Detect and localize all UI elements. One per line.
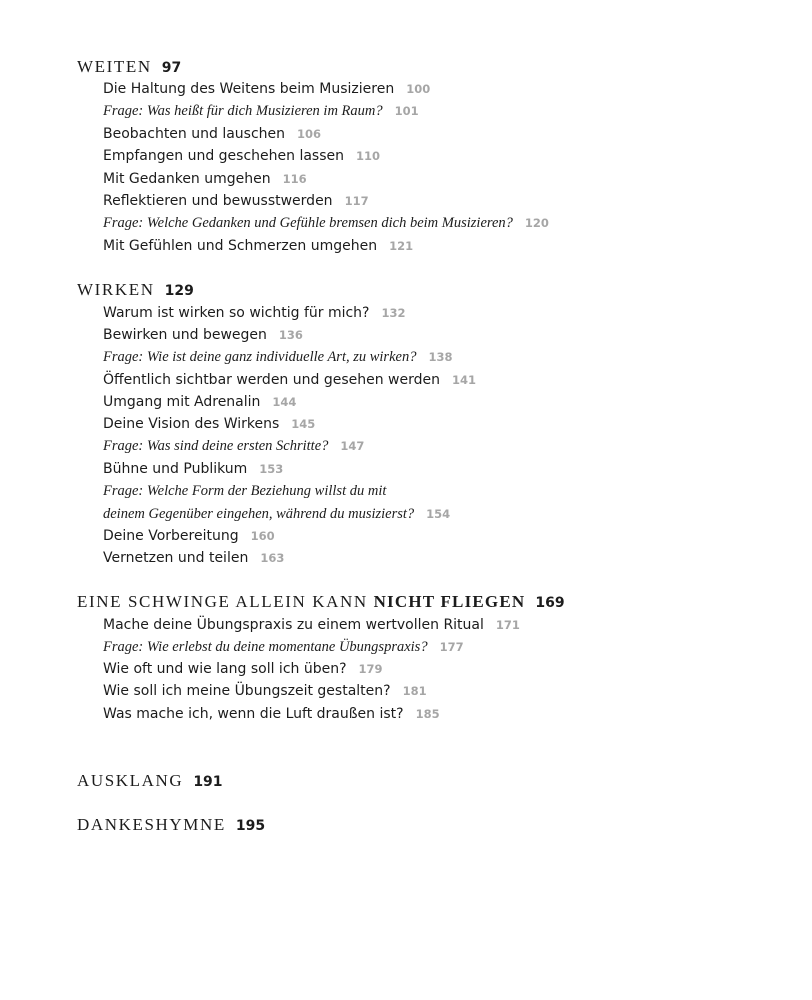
toc-entry-text: Deine Vision des Wirkens [103,416,280,432]
toc-question-entry [103,349,452,366]
section-title: AUSKLANG [77,771,184,790]
toc-entry-page: 160 [250,529,275,543]
toc-entry-text: Frage: Wie erlebst du deine momentane Übungspraxis? [103,639,428,655]
toc-entry-text: deinem Gegenüber eingehen, während du musizierst? [103,506,415,522]
toc-entry-text: Wie oft und wie lang soll ich üben? [103,661,347,677]
toc-entry [103,416,315,432]
section-title: WEITEN [77,57,152,76]
toc-entry-text: Frage: Welche Form der Beziehung willst du mit [103,483,387,499]
toc-entry-page: 110 [356,149,381,163]
toc-entry-page: 185 [415,707,440,721]
toc-entry [103,461,283,477]
toc-entry [103,193,369,209]
toc-entry-page: 138 [428,350,453,364]
toc-entry-text: Bühne und Publikum [103,461,248,477]
toc-entry-page: 179 [358,662,383,676]
toc-entry-page: 177 [439,640,464,654]
toc-entry [103,171,307,187]
toc-question-entry [103,483,386,500]
toc-entry-text: Beobachten und lauschen [103,126,286,142]
toc-question-entry [103,438,364,455]
toc-entry [103,238,413,254]
toc-entry [103,81,430,97]
toc-entry-page: 163 [260,551,285,565]
toc-entry [103,305,406,321]
toc-entry [103,706,440,722]
toc-entry [103,394,296,410]
toc-entry-page: 141 [452,373,477,387]
toc-entry-text: Wie soll ich meine Übungszeit gestalten? [103,683,391,699]
section-title: WIRKEN [77,280,155,299]
toc-entry-text: Mit Gedanken umgehen [103,171,271,187]
toc-entry [103,528,275,544]
toc-question-entry [103,639,464,656]
toc-entry-page: 171 [495,618,520,632]
toc-entry-text: Was mache ich, wenn die Luft draußen ist? [103,706,404,722]
toc-entry-page: 153 [259,462,284,476]
toc-entry-text: Mache deine Übungspraxis zu einem wertvollen Ritual [103,617,484,633]
section-title: DANKESHYMNE [77,815,226,834]
toc-entry [103,327,303,343]
toc-entry [103,661,383,677]
toc-entry [103,148,380,164]
toc-question-entry [103,215,549,232]
toc-entry-page: 101 [394,104,419,118]
section-title: EINE SCHWINGE ALLEIN KANN [77,592,368,611]
toc-entry-text: Frage: Welche Gedanken und Gefühle bremsen dich beim Musizieren? [103,215,513,231]
toc-entry [103,126,321,142]
toc-entry-text: Frage: Wie ist deine ganz individuelle Art, zu wirken? [103,349,417,365]
toc-entry-text: Die Haltung des Weitens beim Musizieren [103,81,395,97]
toc-entry-page: 144 [272,395,297,409]
toc-entry-text: Bewirken und bewegen [103,327,267,343]
section-page-number: 129 [164,283,194,299]
toc-entry-text: Frage: Was heißt für dich Musizieren im Raum? [103,103,383,119]
toc-entry-page: 121 [389,239,414,253]
toc-entry-page: 181 [402,684,427,698]
toc-question-entry-continued [103,506,450,523]
toc-entry-text: Warum ist wirken so wichtig für mich? [103,305,370,321]
section-heading-eine-schwinge [77,592,565,612]
section-title-emphasis: NICHT FLIEGEN [373,592,526,611]
toc-entry-text: Mit Gefühlen und Schmerzen umgehen [103,238,378,254]
section-heading-dankeshymne [77,815,265,835]
toc-entry-text: Umgang mit Adrenalin [103,394,261,410]
toc-entry-text: Vernetzen und teilen [103,550,249,566]
toc-entry-text: Frage: Was sind deine ersten Schritte? [103,438,329,454]
toc-entry-page: 136 [278,328,303,342]
toc-entry [103,372,476,388]
toc-entry-page: 117 [344,194,369,208]
toc-entry-text: Deine Vorbereitung [103,528,239,544]
toc-entry [103,617,520,633]
toc-entry-page: 100 [406,82,431,96]
toc-entry-page: 106 [297,127,322,141]
toc-entry-text: Öffentlich sichtbar werden und gesehen werden [103,372,440,388]
toc-entry-text: Empfangen und geschehen lassen [103,148,344,164]
toc-entry-page: 154 [426,507,451,521]
toc-entry-page: 145 [291,417,316,431]
toc-entry-page: 132 [381,306,406,320]
toc-entry-page: 120 [524,216,549,230]
toc-entry [103,683,427,699]
section-page-number: 195 [235,818,266,834]
toc-entry-page: 116 [282,172,307,186]
section-heading-wirken [77,280,194,300]
section-page-number: 97 [161,60,182,76]
section-page-number: 191 [193,774,223,790]
toc-entry-page: 147 [340,439,365,453]
toc-entry-text: Reflektieren und bewusstwerden [103,193,333,209]
section-page-number: 169 [535,595,565,611]
toc-entry [103,550,284,566]
toc-question-entry [103,103,419,120]
section-heading-ausklang [77,771,223,791]
section-heading-weiten [77,57,181,77]
